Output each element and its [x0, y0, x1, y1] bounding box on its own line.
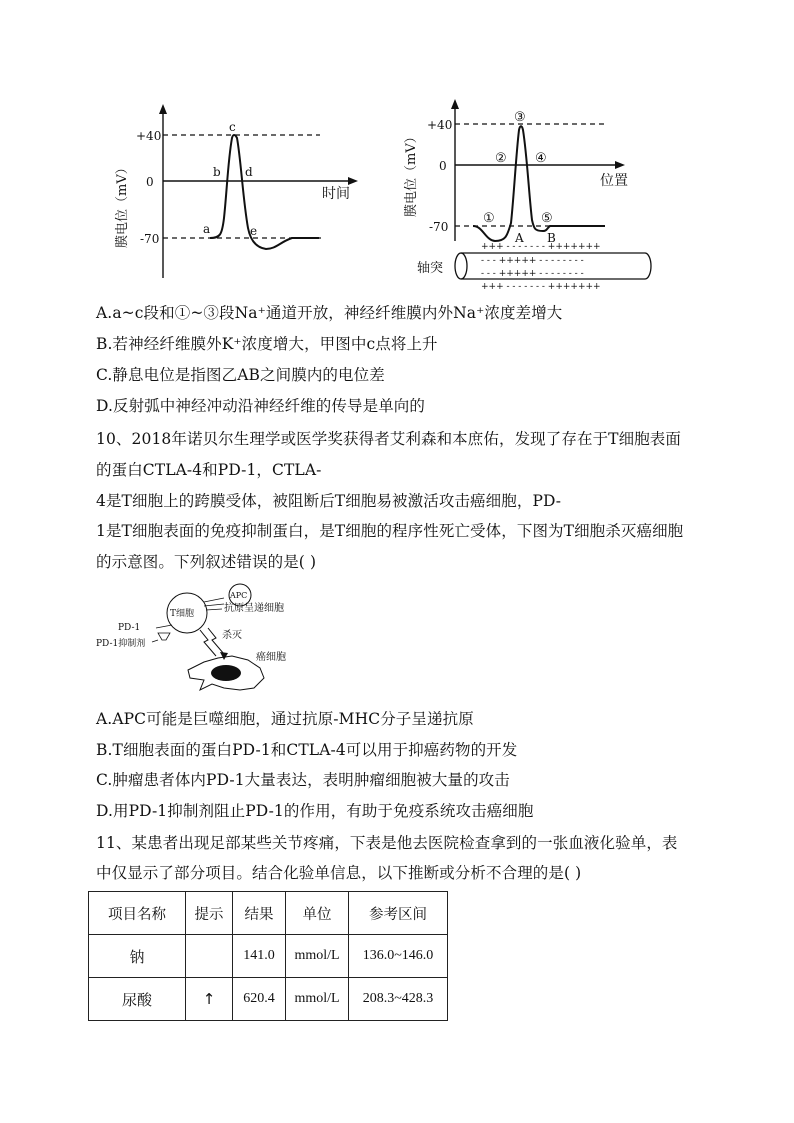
y-axis-arrow	[159, 104, 167, 114]
point-label-b: b	[213, 165, 221, 179]
y-axis-label: 膜电位（mV）	[115, 161, 130, 248]
x-axis-label: 时间	[322, 186, 350, 202]
pd1-receptor	[156, 625, 172, 628]
pd1-inhibitor-label: PD-1抑制剂	[96, 639, 146, 649]
q10-option-c: C.肿瘤患者体内PD-1大量表达，表明肿瘤细胞被大量的攻击	[96, 771, 510, 789]
pd1-inhibitor-pointer	[152, 640, 158, 642]
table-header-cell: 参考区间	[349, 892, 448, 935]
segment-label-4: ④	[535, 151, 547, 166]
q10-stem-line-2: 的蛋白CTLA-4和PD-1，CTLA-	[96, 461, 322, 479]
table-header-cell: 项目名称	[89, 892, 186, 935]
table-header-cell: 提示	[186, 892, 233, 935]
kill-arrow-head	[220, 652, 228, 660]
antigen-presentation-icon	[204, 598, 224, 610]
y-axis-label: 膜电位（mV）	[404, 130, 419, 217]
x-axis-arrow	[615, 161, 625, 169]
q10-stem-line-5: 的示意图。下列叙述错误的是( )	[96, 553, 317, 571]
pd1-inhibitor-icon	[158, 633, 170, 640]
apc-desc-label: 抗原呈递细胞	[224, 603, 284, 614]
q9-option-a: A.a~c段和①~③段Na⁺通道开放，神经纤维膜内外Na⁺浓度差增大	[96, 304, 563, 322]
q9-option-d: D.反射弧中神经冲动沿神经纤维的传导是单向的	[96, 397, 426, 415]
tick-label-minus70: -70	[140, 232, 160, 246]
table-cell: mmol/L	[286, 978, 349, 1021]
segment-label-5: ⑤	[541, 211, 553, 226]
apc-label: APC	[230, 591, 248, 600]
q10-stem-line-3: 4是T细胞上的跨膜受体，被阻断后T细胞易被激活攻击癌细胞，PD-	[96, 492, 562, 510]
kill-label: 杀灭	[222, 630, 242, 641]
table-cell: 208.3~428.3	[349, 978, 448, 1021]
figure-membrane-potential-position	[395, 95, 675, 300]
table-cell: 141.0	[233, 935, 286, 978]
x-axis-label: 位置	[600, 173, 628, 189]
tick-label-plus40: +40	[427, 118, 453, 132]
q10-option-a: A.APC可能是巨噬细胞，通过抗原-MHC分子呈递抗原	[96, 710, 474, 728]
table-cell: ↑	[186, 978, 233, 1021]
table-cell: 620.4	[233, 978, 286, 1021]
q10-stem-line-1: 10、2018年诺贝尔生理学或医学奖获得者艾利森和本庶佑，发现了存在于T细胞表面	[96, 430, 682, 448]
table-cell: 尿酸	[89, 978, 186, 1021]
charges-top-outer: +++ - - - - - - - +++++++	[481, 242, 601, 252]
table-row	[89, 935, 448, 978]
segment-label-2: ②	[495, 151, 507, 166]
t-cell-label: T细胞	[170, 609, 195, 619]
charges-bottom-outer: +++ - - - - - - - +++++++	[481, 282, 601, 292]
figure-membrane-potential-time	[100, 100, 370, 290]
q10-option-b: B.T细胞表面的蛋白PD-1和CTLA-4可以用于抑癌药物的开发	[96, 741, 518, 759]
table-header-row	[89, 892, 448, 935]
tick-label-zero: 0	[146, 175, 154, 189]
table-cell: 136.0~146.0	[349, 935, 448, 978]
charges-bottom-inner: - - - +++++ - - - - - - - -	[481, 269, 584, 279]
table-cell: 钠	[89, 935, 186, 978]
table-row	[89, 978, 448, 1021]
tick-label-zero: 0	[439, 159, 447, 173]
axon-label: 轴突	[417, 261, 444, 276]
segment-label-1: ①	[483, 211, 495, 226]
q10-stem-line-4: 1是T细胞表面的免疫抑制蛋白，是T细胞的程序性死亡受体，下图为T细胞杀灭癌细胞	[96, 522, 684, 540]
cancer-cell-nucleus	[211, 665, 241, 681]
action-potential-curve	[210, 135, 319, 249]
table-cell	[186, 935, 233, 978]
table-header-cell: 单位	[286, 892, 349, 935]
cancer-cell-label: 癌细胞	[256, 652, 286, 663]
y-axis-arrow	[451, 99, 459, 109]
q9-option-b: B.若神经纤维膜外K⁺浓度增大，甲图中c点将上升	[96, 335, 438, 353]
table-cell: mmol/L	[286, 935, 349, 978]
point-label-A: A	[515, 231, 524, 245]
tick-label-plus40: +40	[136, 129, 162, 143]
pd1-label: PD-1	[118, 623, 141, 633]
tick-label-minus70: -70	[429, 220, 449, 234]
point-label-B: B	[547, 231, 556, 245]
q9-option-c: C.静息电位是指图乙AB之间膜内的电位差	[96, 366, 385, 384]
charges-top-inner: - - - +++++ - - - - - - - -	[481, 256, 584, 266]
point-label-c: c	[229, 120, 236, 134]
x-axis-arrow	[348, 177, 358, 185]
axon-cross-section	[455, 253, 467, 279]
kill-arrow-1	[200, 630, 216, 656]
point-label-e: e	[250, 224, 258, 238]
q11-stem-line-2: 中仅显示了部分项目。结合化验单信息，以下推断或分析不合理的是( )	[96, 864, 582, 882]
table-header-cell: 结果	[233, 892, 286, 935]
segment-label-3: ③	[514, 110, 526, 125]
point-label-d: d	[245, 165, 253, 179]
blood-test-table	[88, 891, 448, 1021]
q11-stem-line-1: 11、某患者出现足部某些关节疼痛，下表是他去医院检查拿到的一张血液化验单，表	[96, 834, 678, 852]
point-label-a: a	[203, 222, 211, 236]
q10-option-d: D.用PD-1抑制剂阻止PD-1的作用，有助于免疫系统攻击癌细胞	[96, 802, 534, 820]
figure-t-cell-killing	[92, 580, 312, 700]
